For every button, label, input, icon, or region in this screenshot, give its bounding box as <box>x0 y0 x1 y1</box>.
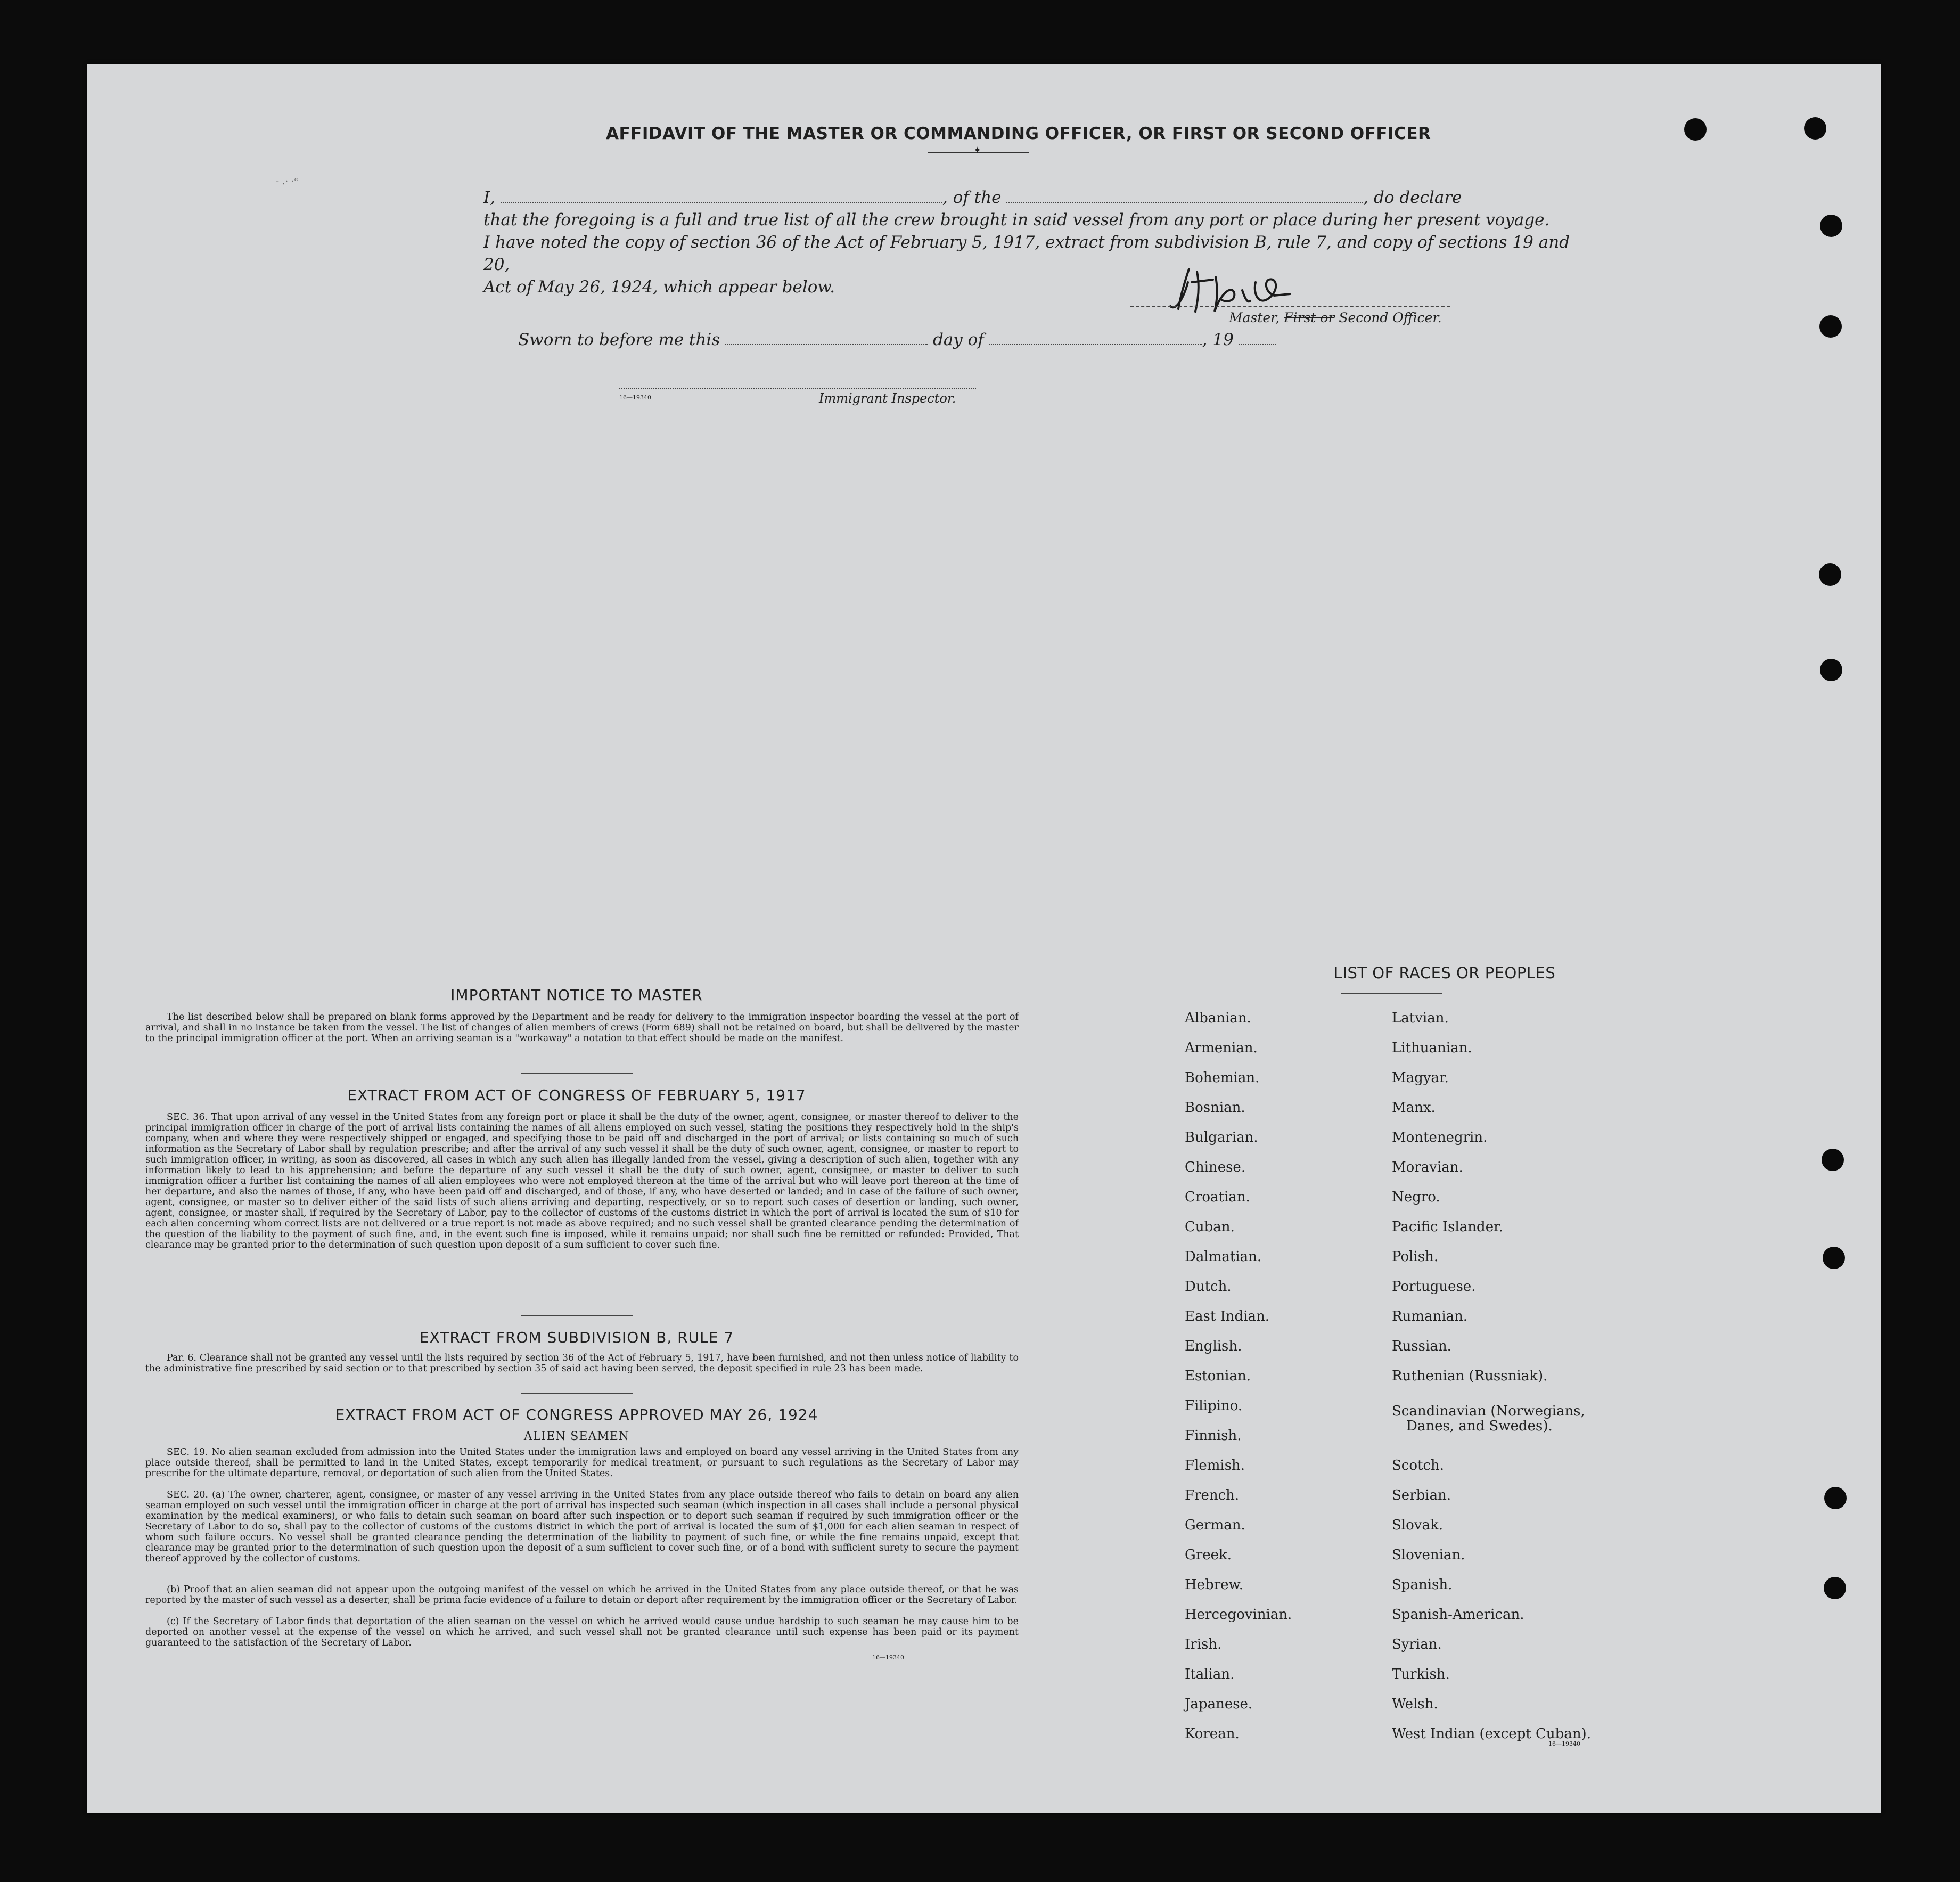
race-item: Spanish. <box>1392 1577 1453 1593</box>
race-item: Magyar. <box>1392 1070 1449 1086</box>
sworn-line <box>518 330 1276 349</box>
race-item: Polish. <box>1392 1249 1439 1265</box>
affidavit-declare: , do declare <box>1363 188 1462 207</box>
inspector-signature-line[interactable] <box>619 388 976 389</box>
vessel-field[interactable] <box>1006 189 1363 203</box>
race-item: Rumanian. <box>1392 1308 1468 1324</box>
affidavit-of: , of the <box>942 188 1002 207</box>
races-title-rule <box>1341 993 1442 994</box>
signature-line[interactable] <box>1130 306 1450 307</box>
sworn-day-field[interactable] <box>725 331 928 345</box>
extract-1924-title: EXTRACT FROM ACT OF CONGRESS APPROVED MAY 26, 1924 <box>335 1406 818 1423</box>
punch-hole <box>1823 1247 1845 1269</box>
race-item: Chinese. <box>1185 1159 1246 1175</box>
race-item: Slovak. <box>1392 1517 1443 1533</box>
sworn-month-field[interactable] <box>989 331 1202 345</box>
punch-hole <box>1819 563 1841 586</box>
race-item: Ruthenian (Russniak). <box>1392 1368 1548 1384</box>
signature-master: Master, <box>1229 310 1280 325</box>
race-item: Italian. <box>1185 1666 1235 1682</box>
race-item: German. <box>1185 1517 1245 1533</box>
race-item: Armenian. <box>1185 1040 1258 1056</box>
punch-hole <box>1819 315 1842 338</box>
extract-rule7-text: Par. 6. Clearance shall not be granted any vessel until the lists required by section 36 of the Act of February 5, 1917, have been furnished, and not then unless notice of liability to the administrative fine prescribed by said section or to that prescribed by section 35 of said act having been served, the deposit specified in rule 23 has been made. <box>145 1353 1019 1374</box>
race-item: Syrian. <box>1392 1636 1442 1652</box>
race-item: Greek. <box>1185 1547 1232 1563</box>
punch-hole <box>1684 118 1707 141</box>
race-item: Filipino. <box>1185 1398 1243 1414</box>
affidavit-line-4: Act of May 26, 1924, which appear below. <box>483 277 835 297</box>
race-item: Bulgarian. <box>1185 1130 1258 1145</box>
race-item: Korean. <box>1185 1726 1240 1742</box>
race-item: Japanese. <box>1185 1696 1253 1712</box>
punch-hole <box>1804 117 1826 140</box>
race-item: Albanian. <box>1185 1010 1251 1026</box>
race-item: Scandinavian (Norwegians, <box>1392 1403 1585 1419</box>
affidavit-line-1 <box>483 186 1570 209</box>
affidavit-title: AFFIDAVIT OF THE MASTER OR COMMANDING OFFICER, OR FIRST OR SECOND OFFICER <box>606 124 1431 143</box>
race-item: East Indian. <box>1185 1308 1270 1324</box>
extract-1917-text: SEC. 36. That upon arrival of any vessel in the United States from any foreign port or place it shall be the duty of the owner, agent, consignee, or master thereof to deliver to the principal immigration officer in charge of the port of arrival lists containing the names of all aliens employed on such vessel, stating the positions they respectively hold in the ship's company, when and where they were respectively shipped or engaged, and specifying those to be paid off and discharged in the port of arrival; or lists containing so much of such information as the Secretary of Labor shall by regulation prescribe; and after the arrival of any such vessel it shall be the duty of such owner, agent, consignee, or master to report to such immigration officer, in writing, as soon as discovered, all cases in which any such alien has illegally landed from the vessel, giving a description of such alien, together with any information likely to lead to his apprehension; and before the departure of any such vessel it shall be the duty of such owner, agent, consignee, or master to deliver to such immigration officer a further list containing the names of all alien employees who were not employed thereon at the time of the arrival but who will leave port thereon at the time of her departure, and also the names of those, if any, who have been paid off and discharged, and of those, if any, who have deserted or landed; and in case of the failure of such owner, agent, consignee, or master so to deliver either of the said lists of such aliens arriving and departing, respectively, or so to report such cases of desertion or landing, such owner, agent, consignee, or master shall, if required by the Secretary of Labor, pay to the collector of customs of the customs district in which the port of arrival is located the sum of $10 for each alien concerning whom correct lists are not delivered or a true report is not made as above required; and no such vessel shall be granted clearance pending the determination of the question of the liability to the payment of such fine, and, in the event such fine is imposed, while it remains unpaid; nor shall such fine be remitted or refunded: Provided, That clearance may be granted prior to the determination of such question upon deposit of a sum sufficient to cover such fine. <box>145 1112 1019 1250</box>
stray-mark: - .· ·ᵉ <box>276 176 298 187</box>
race-item: Croatian. <box>1185 1189 1250 1205</box>
race-item: Irish. <box>1185 1636 1222 1652</box>
section-divider <box>521 1073 633 1074</box>
affidavit-line-2: that the foregoing is a full and true list of all the crew brought in said vessel from any port or place during her present voyage. <box>483 210 1550 230</box>
race-item: Bosnian. <box>1185 1100 1245 1116</box>
section-divider <box>521 1393 633 1394</box>
extract-1924-subtitle: ALIEN SEAMEN <box>523 1430 630 1443</box>
manifest-page <box>87 64 1881 1813</box>
race-item: Finnish. <box>1185 1428 1242 1444</box>
race-item: Flemish. <box>1185 1458 1245 1474</box>
punch-hole <box>1824 1487 1847 1509</box>
race-item: Hebrew. <box>1185 1577 1243 1593</box>
race-item: Lithuanian. <box>1392 1040 1472 1056</box>
race-item: Negro. <box>1392 1189 1440 1205</box>
name-field[interactable] <box>501 189 942 203</box>
punch-hole <box>1824 1577 1846 1599</box>
form-number: 16—19340 <box>1548 1740 1580 1747</box>
signature-struck-text: First or <box>1284 310 1335 325</box>
affidavit-i: I, <box>483 188 496 207</box>
sworn-year-label: , 19 <box>1202 330 1234 349</box>
race-item: Hercegovinian. <box>1185 1607 1292 1623</box>
race-item: French. <box>1185 1487 1240 1503</box>
section-divider <box>521 1315 633 1316</box>
affidavit-line-3: I have noted the copy of section 36 of the Act of February 5, 1917, extract from subdivision B, rule 7, and copy of sections 19 and 20, <box>483 233 1570 274</box>
notice-text: The list described below shall be prepared on blank forms approved by the Department and be ready for delivery to the immigration inspector boarding the vessel at the port of arrival, and shall in no instance be taken from the vessel. The list of changes of alien members of crews (Form 689) shall not be retained on board, but shall be delivered by the master to the principal immigration officer at the port. When an arriving seaman is a "workaway" a notation to that effect should be made on the manifest. <box>145 1012 1019 1044</box>
punch-hole <box>1822 1149 1844 1171</box>
punch-hole <box>1820 659 1842 681</box>
race-item: Moravian. <box>1392 1159 1463 1175</box>
race-item: Russian. <box>1392 1338 1451 1354</box>
form-number: 16—19340 <box>872 1654 904 1661</box>
inspector-label: Immigrant Inspector. <box>819 391 956 406</box>
race-item: Spanish-American. <box>1392 1607 1524 1623</box>
affidavit-body <box>483 186 1570 298</box>
sworn-day-label: day of <box>932 330 984 349</box>
race-item: Serbian. <box>1392 1487 1451 1503</box>
sec-20b-text: (b) Proof that an alien seaman did not appear upon the outgoing manifest of the vessel on which he arrived in the United States from any place outside thereof, or that he was reported by the master of such vessel as a deserter, shall be prima facie evidence of a failure to detain or deport after requirement by the immigration officer or the Secretary of Labor. <box>145 1584 1019 1606</box>
form-number: 16—19340 <box>619 394 651 401</box>
race-item: Portuguese. <box>1392 1279 1476 1295</box>
race-item: Slovenian. <box>1392 1547 1465 1563</box>
race-item: Pacific Islander. <box>1392 1219 1503 1235</box>
title-ornament-icon: ✦ <box>973 145 982 156</box>
race-item: English. <box>1185 1338 1242 1354</box>
sec-19-text: SEC. 19. No alien seaman excluded from admission into the United States under the immigration laws and employed on board any vessel arriving in the United States from any place outside thereof, shall be permitted to land in the United States, except temporarily for medical treatment, or pursuant to such regulations as the Secretary of Labor may prescribe for the ultimate departure, removal, or deportation of such alien from the United States. <box>145 1447 1019 1479</box>
sec-20a-text: SEC. 20. (a) The owner, charterer, agent, consignee, or master of any vessel arriving in the United States from any place outside thereof who fails to detain on board any alien seaman employed on such vessel until the immigration officer in charge at the port of arrival has inspected such seaman (which inspection in all cases shall include a personal physical examination by the medical examiners), or who fails to detain such seaman on board after such inspection or to deport such seaman if required by such immigration officer or the Secretary of Labor to do so, shall pay to the collector of customs of the customs district in which the port of arrival is located the sum of $1,000 for each alien seaman in respect of whom such failure occurs. No vessel shall be granted clearance pending the determination of the liability to payment of such fine, or while the fine remains unpaid, except that clearance may be granted prior to the determination of such question upon the deposit of a sum sufficient to cover such fine, or of a bond with sufficient surety to secure the payment thereof approved by the collector of customs. <box>145 1490 1019 1564</box>
race-item: Bohemian. <box>1185 1070 1260 1086</box>
race-item: Manx. <box>1392 1100 1436 1116</box>
sec-20c-text: (c) If the Secretary of Labor finds that deportation of the alien seaman on the vessel on which he arrived would cause undue hardship to such seaman he may cause him to be deported on another vessel at the expense of the vessel on which he arrived, and such vessel shall not be granted clearance until such expense has been paid or its payment guaranteed to the satisfaction of the Secretary of Labor. <box>145 1616 1019 1648</box>
extract-1917-title: EXTRACT FROM ACT OF CONGRESS OF FEBRUARY 5, 1917 <box>347 1086 806 1104</box>
race-item: Scotch. <box>1392 1458 1445 1474</box>
sworn-label: Sworn to before me this <box>518 330 720 349</box>
race-item: West Indian (except Cuban). <box>1392 1726 1591 1742</box>
race-item: Montenegrin. <box>1392 1130 1488 1145</box>
race-item: Latvian. <box>1392 1010 1449 1026</box>
punch-hole <box>1820 215 1842 237</box>
race-item: Dalmatian. <box>1185 1249 1262 1265</box>
extract-rule7-title: EXTRACT FROM SUBDIVISION B, RULE 7 <box>419 1329 734 1346</box>
race-item: Welsh. <box>1392 1696 1438 1712</box>
race-item: Estonian. <box>1185 1368 1251 1384</box>
signature-second-officer: Second Officer. <box>1339 310 1442 325</box>
race-item: Danes, and Swedes). <box>1406 1418 1553 1434</box>
notice-title: IMPORTANT NOTICE TO MASTER <box>450 986 703 1004</box>
sworn-year-field[interactable] <box>1239 331 1276 345</box>
races-title: LIST OF RACES OR PEOPLES <box>1333 964 1556 982</box>
signature-label <box>1229 310 1442 325</box>
race-item: Dutch. <box>1185 1279 1232 1295</box>
race-item: Turkish. <box>1392 1666 1450 1682</box>
race-item: Cuban. <box>1185 1219 1235 1235</box>
